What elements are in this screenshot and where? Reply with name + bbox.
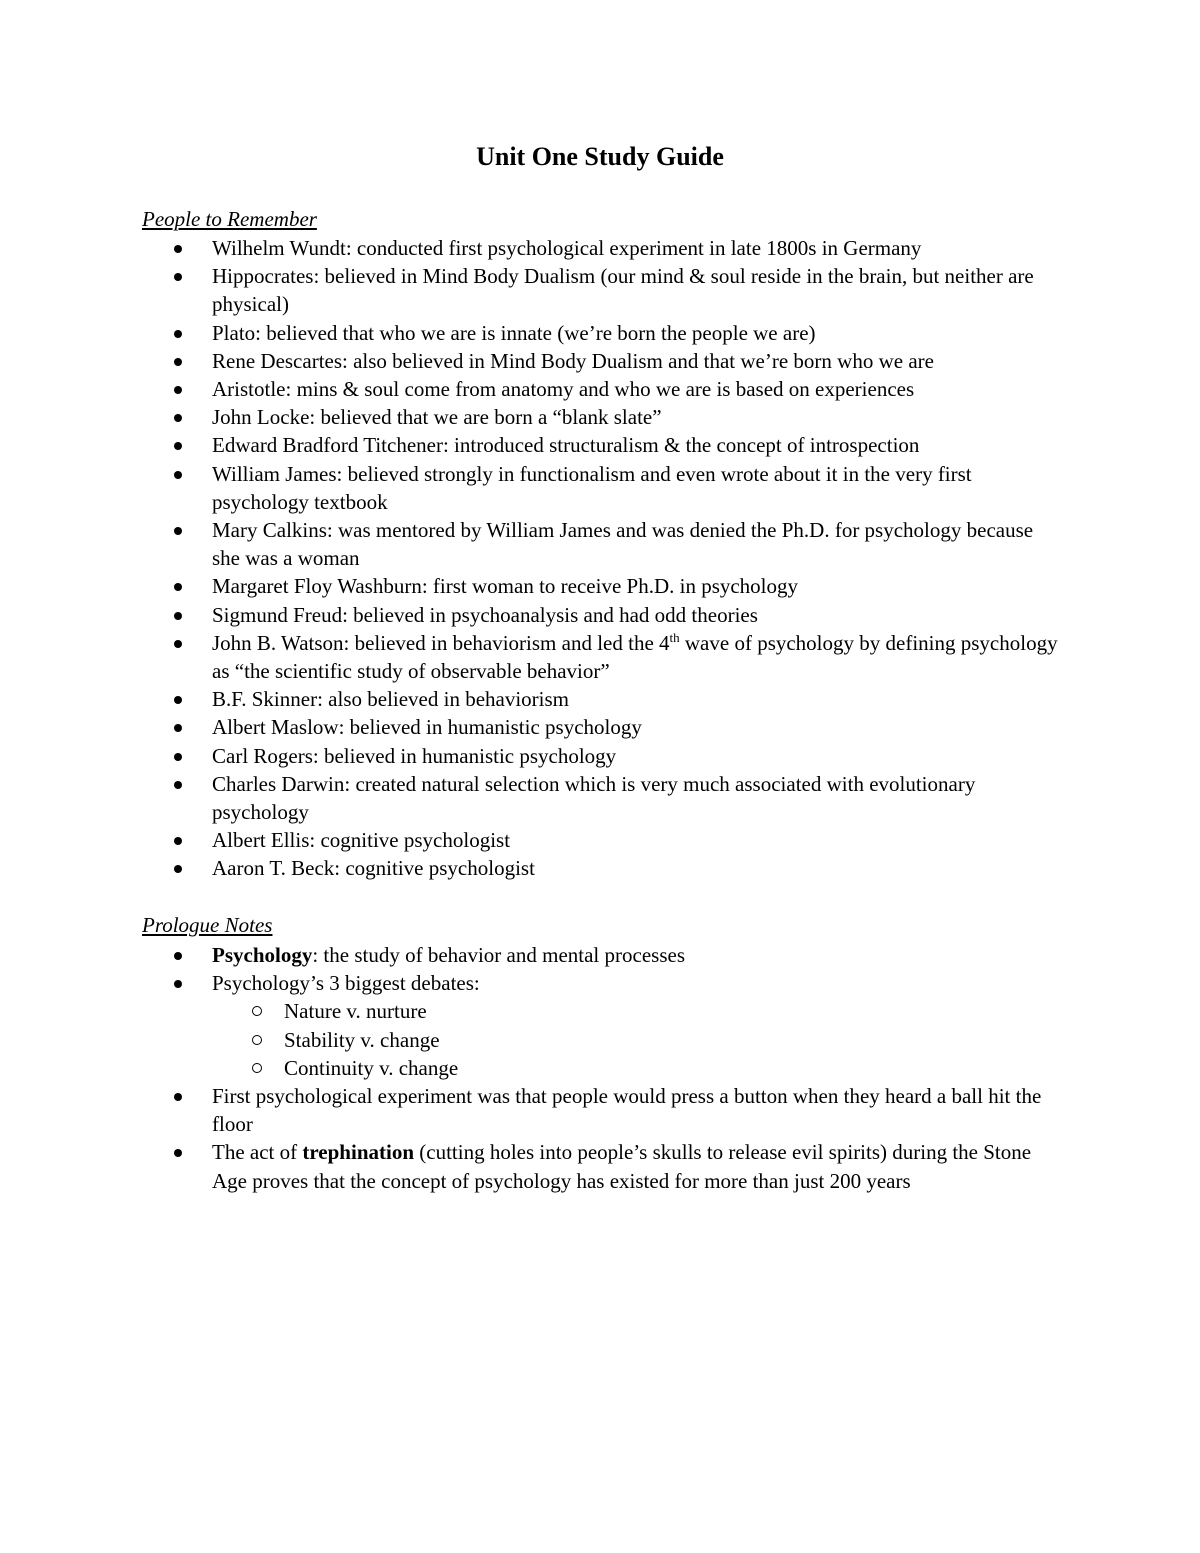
list-item [142,572,1062,600]
list-item-text: Rene Descartes: also believed in Mind Body Dualism and that we’re born who we are [212,348,934,373]
list-item [142,516,1062,572]
list-item-text: Edward Bradford Titchener: introduced structuralism & the concept of introspection [212,433,920,458]
bullet-icon [174,273,182,281]
bullet-icon [174,583,182,591]
watson-text-after: wave of psychology by defining psychology as “the scientific study of observable behavior” [212,630,1058,684]
psychology-term: Psychology [212,943,313,967]
list-item-text: William James: believed strongly in functionalism and even wrote about it in the very first psychology textbook [212,461,972,514]
list-item [142,854,1062,882]
list-item-text: B.F. Skinner: also believed in behaviorism [212,687,570,712]
list-item-text: Plato: believed that who we are is innate (we’re born the people we are) [212,320,816,345]
bullet-icon [174,753,182,761]
bullet-icon [174,696,182,704]
experiment-note: First psychological experiment was that people would press a button when they heard a ball hit the floor [212,1084,1042,1137]
list-item [142,601,1062,629]
trephination-term: trephination [302,1140,415,1165]
list-item [142,319,1062,347]
people-section-heading: People to Remember [142,207,317,231]
list-item [142,375,1062,403]
debates-label: Psychology’s 3 biggest debates: [212,971,480,996]
bullet-icon [174,837,182,845]
bullet-icon [174,865,182,873]
list-item-text: Wilhelm Wundt: conducted first psychological experiment in late 1800s in Germany [212,236,922,260]
bullet-icon [174,414,182,422]
prologue-list [142,941,1062,1195]
bullet-icon [174,724,182,732]
bullet-icon [174,952,182,960]
sub-list-item [212,1026,1062,1054]
list-item-psychology-definition [142,941,1062,969]
list-item-text: Albert Maslow: believed in humanistic psychology [212,715,642,740]
list-item-text: Aristotle: mins & soul come from anatomy and who we are is based on experiences [212,377,915,402]
watson-text-before: John B. Watson: believed in behaviorism and led the 4 [212,630,670,655]
list-item-text: Albert Ellis: cognitive psychologist [212,828,511,853]
sub-list-item-text: Continuity v. change [284,1055,459,1080]
list-item [142,742,1062,770]
list-item [142,403,1062,431]
hollow-bullet-icon [252,1006,262,1016]
list-item-trephination [142,1138,1062,1194]
page-title: Unit One Study Guide [476,142,724,171]
bullet-icon [174,612,182,620]
list-item-text: Charles Darwin: created natural selection which is very much associated with evolutionary psychology [212,771,976,825]
hollow-bullet-icon [252,1063,262,1073]
trephination-text-before: The act of [212,1140,303,1165]
bullet-icon [174,781,182,789]
list-item [142,234,1062,262]
trephination-text-after: (cutting holes into people’s skulls to release evil spirits) during the Stone Age proves that the concept of psychology has existed for more than just 200 years [212,1140,1032,1193]
list-item-text: Hippocrates: believed in Mind Body Dualism (our mind & soul reside in the brain, but neither are physical) [212,264,1034,317]
psychology-definition: : the study of behavior and mental processes [312,943,685,967]
list-item [142,460,1062,516]
list-item-text: Sigmund Freud: believed in psychoanalysis and had odd theories [212,602,758,627]
hollow-bullet-icon [252,1035,262,1045]
ordinal-superscript: th [669,629,680,645]
list-item-experiment [142,1082,1062,1138]
bullet-icon [174,471,182,479]
list-item [142,770,1062,826]
list-item-watson [142,629,1062,685]
list-item-text: Mary Calkins: was mentored by William James and was denied the Ph.D. for psychology because she was a woman [212,518,1034,571]
list-item [142,262,1062,318]
list-item-debates [142,969,1062,1082]
bullet-icon [174,527,182,535]
bullet-icon [174,1093,182,1101]
bullet-icon [174,442,182,450]
list-item [142,685,1062,713]
bullet-icon [174,1149,182,1157]
list-item-text: John Locke: believed that we are born a “blank slate” [212,405,662,430]
bullet-icon [174,386,182,394]
sub-list-item-text: Stability v. change [284,1027,440,1052]
list-item [142,347,1062,375]
bullet-icon [174,980,182,988]
bullet-icon [174,330,182,338]
prologue-section-heading: Prologue Notes [142,913,273,937]
bullet-icon [174,640,182,648]
sub-list-item [212,1054,1062,1082]
list-item-text: Margaret Floy Washburn: first woman to receive Ph.D. in psychology [212,574,799,599]
list-item [142,431,1062,459]
debates-sublist [212,997,1062,1082]
people-list [142,234,1062,883]
list-item [142,713,1062,741]
list-item-text: Carl Rogers: believed in humanistic psychology [212,743,617,768]
bullet-icon [174,358,182,366]
list-item [142,826,1062,854]
sub-list-item-text: Nature v. nurture [284,999,427,1024]
sub-list-item [212,997,1062,1025]
list-item-text: Aaron T. Beck: cognitive psychologist [212,856,535,881]
bullet-icon [174,245,182,253]
